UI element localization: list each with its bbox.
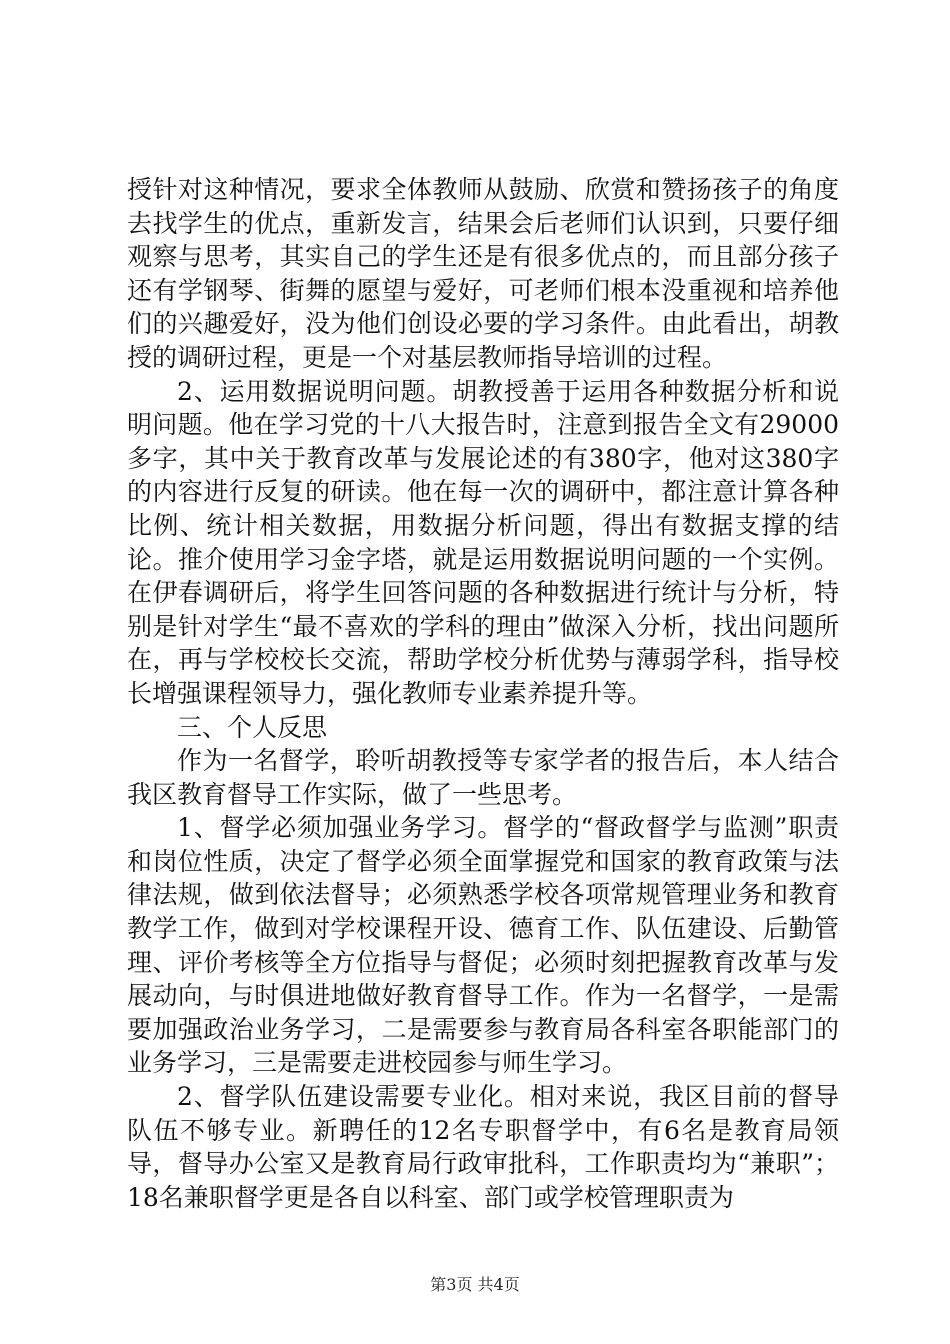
paragraph-continuation: 授针对这种情况，要求全体教师从鼓励、欣赏和赞扬孩子的角度去找学生的优点，重新发言，结果会后老师们认识到，只要仔细观察与思考，其实自己的学生还是有很多优点的，而且部分孩子还有学钢琴、街舞的愿望与爱好，可老师们根本没重视和培养他们的兴趣爱好，没为他们创设必要的学习条件。由此看出，胡教授的调研过程，更是一个对基层教师指导培训的过程。 (127, 175, 839, 372)
section-heading-personal-reflection: 三、个人反思 (177, 712, 328, 742)
paragraph-business-learning: 1、督学必须加强业务学习。督学的“督政督学与监测”职责和岗位性质，决定了督学必须全面掌握党和国家的教育政策与法律法规，做到依法督导；必须熟悉学校各项常规管理业务和教育教学工作，做到对学校课程开设、德育工作、队伍建设、后勤管理、评价考核等全方位指导与督促；必须时刻把握教育改革与发展动向，与时俱进地做好教育督导工作。作为一名督学，一是需要加强政治业务学习，二是需要参与教育局各科室各职能部门的业务学习，三是需要走进校园参与师生学习。 (127, 813, 839, 1078)
paragraph-team-professionalization: 2、督学队伍建设需要专业化。相对来说，我区目前的督导队伍不够专业。新聘任的12名专职督学中，有6名是教育局领导，督导办公室又是教育局行政审批科，工作职责均为“兼职”；18名兼职督学更是各自以科室、部门或学校管理职责为 (127, 1082, 839, 1212)
paragraph-reflection-intro: 作为一名督学，聆听胡教授等专家学者的报告后，本人结合我区教育督导工作实际，做了一些思考。 (127, 746, 839, 809)
page-footer: 第3页 共4页 (430, 1275, 520, 1294)
paragraph-data-analysis: 2、运用数据说明问题。胡教授善于运用各种数据分析和说明问题。他在学习党的十八大报告时，注意到报告全文有29000多字，其中关于教育改革与发展论述的有380字，他对这380字的内容进行反复的研读。他在每一次的调研中，都注意计算各种比例、统计相关数据，用数据分析问题，得出有数据支撑的结论。推介使用学习金字塔，就是运用数据说明问题的一个实例。在伊春调研后，将学生回答问题的各种数据进行统计与分析，特别是针对学生“最不喜欢的学科的理由”做深入分析，找出问题所在，再与学校校长交流，帮助学校分析优势与薄弱学科，指导校长增强课程领导力，强化教师专业素养提升等。 (127, 376, 839, 708)
document-body (127, 173, 839, 1214)
